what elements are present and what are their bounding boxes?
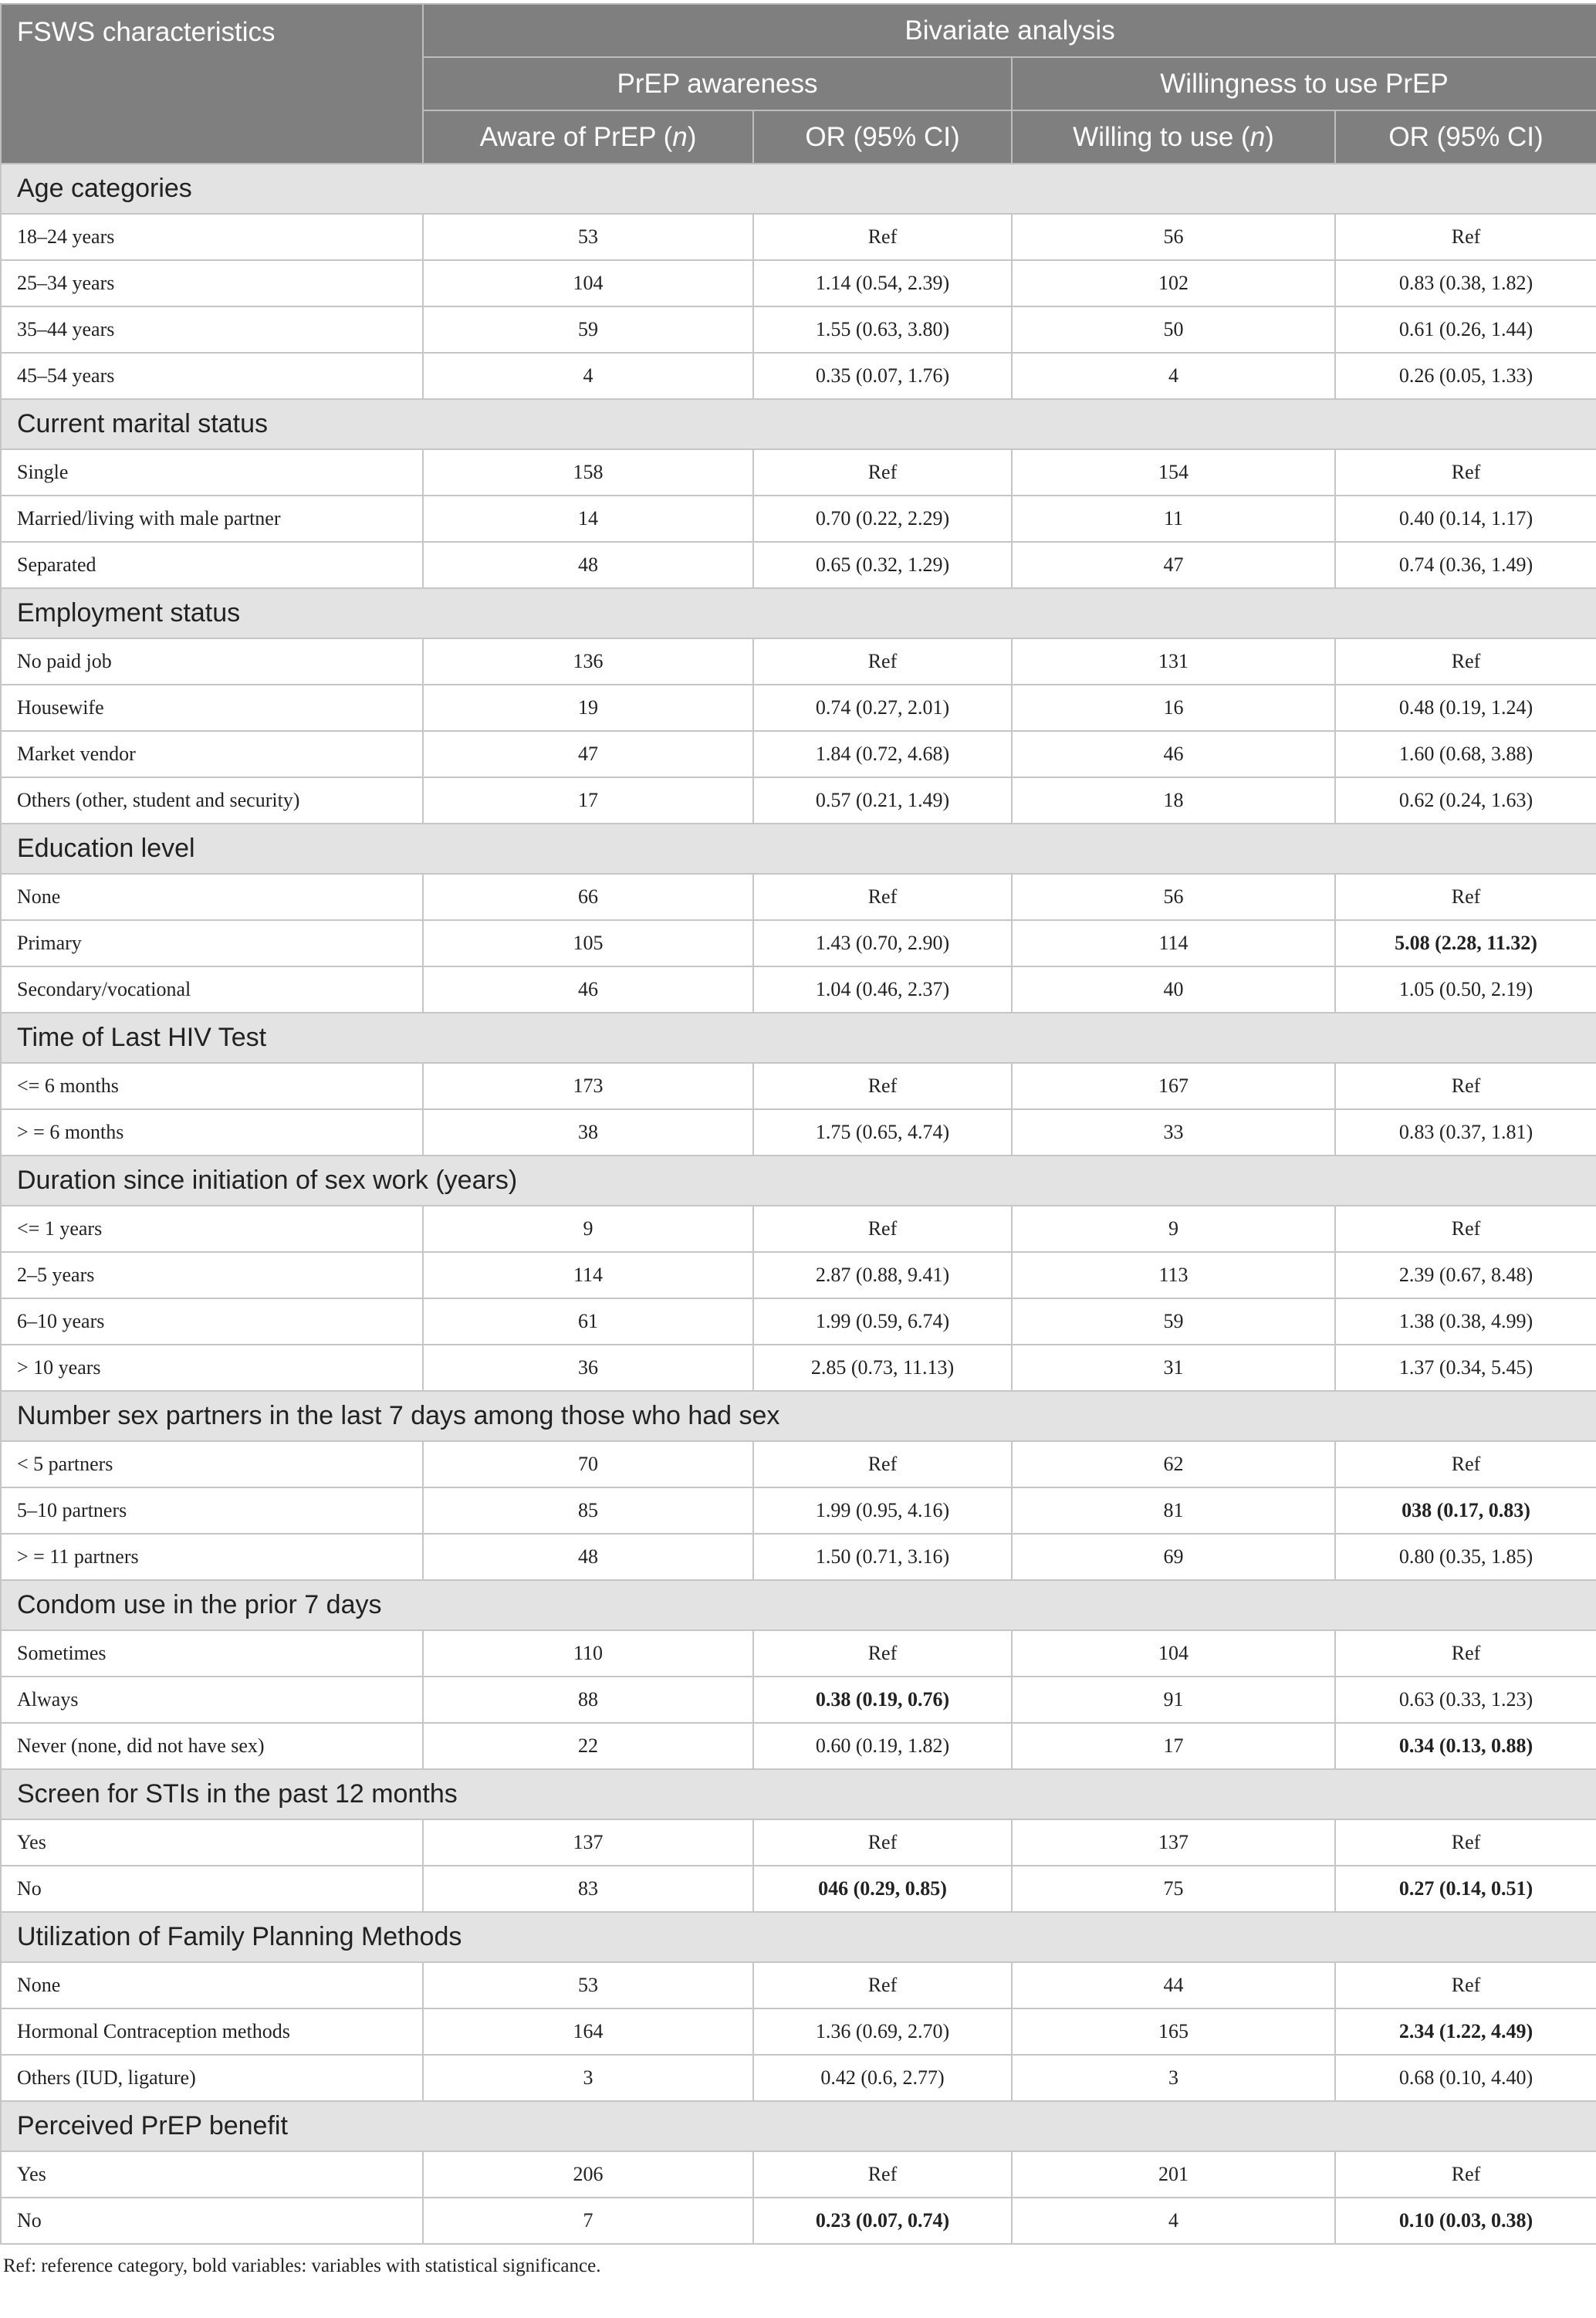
section-header-row [1,1769,1596,1819]
table-row [1,920,1596,966]
table-row [1,2008,1596,2055]
table-row [1,2198,1596,2244]
willing-count: 104 [1012,1630,1335,1677]
section-title: Condom use in the prior 7 days [1,1580,1596,1630]
or-awareness: 0.74 (0.27, 2.01) [753,685,1012,731]
or-willingness: 038 (0.17, 0.83) [1335,1487,1596,1534]
aware-count: 48 [423,542,753,588]
header-prep-awareness: PrEP awareness [423,57,1012,110]
willing-count: 114 [1012,920,1335,966]
or-willingness: Ref [1335,1063,1596,1109]
row-label: Primary [1,920,423,966]
table-row [1,353,1596,399]
willing-count: 56 [1012,214,1335,260]
section-title: Employment status [1,588,1596,638]
willing-count: 131 [1012,638,1335,685]
aware-count: 66 [423,874,753,920]
aware-count: 9 [423,1206,753,1252]
willing-count: 165 [1012,2008,1335,2055]
aware-count: 19 [423,685,753,731]
section-header-row [1,1912,1596,1962]
willing-count: 75 [1012,1866,1335,1912]
or-willingness: 0.10 (0.03, 0.38) [1335,2198,1596,2244]
section-header-row [1,164,1596,214]
or-willingness: Ref [1335,1819,1596,1866]
section-title: Duration since initiation of sex work (years) [1,1156,1596,1206]
section-header-row [1,824,1596,874]
row-label: <= 1 years [1,1206,423,1252]
table-row [1,214,1596,260]
or-awareness: 0.57 (0.21, 1.49) [753,777,1012,824]
willing-count: 4 [1012,2198,1335,2244]
willing-count: 59 [1012,1298,1335,1345]
or-awareness: 1.43 (0.70, 2.90) [753,920,1012,966]
aware-count: 83 [423,1866,753,1912]
willing-count: 137 [1012,1819,1335,1866]
aware-count: 38 [423,1109,753,1156]
row-label: 45–54 years [1,353,423,399]
or-willingness: 5.08 (2.28, 11.32) [1335,920,1596,966]
table-row [1,638,1596,685]
or-awareness: Ref [753,874,1012,920]
willing-count: 69 [1012,1534,1335,1580]
table-row [1,1723,1596,1769]
aware-count: 36 [423,1345,753,1391]
or-awareness: 1.99 (0.95, 4.16) [753,1487,1012,1534]
aware-count: 4 [423,353,753,399]
willing-count: 81 [1012,1487,1335,1534]
willing-count: 33 [1012,1109,1335,1156]
or-awareness: Ref [753,1819,1012,1866]
or-awareness: Ref [753,449,1012,496]
header-or-awareness: OR (95% CI) [753,110,1012,164]
row-label: <= 6 months [1,1063,423,1109]
willing-count: 50 [1012,306,1335,353]
willing-count: 9 [1012,1206,1335,1252]
or-willingness: Ref [1335,1441,1596,1487]
aware-count: 137 [423,1819,753,1866]
or-willingness: 0.83 (0.38, 1.82) [1335,260,1596,306]
or-willingness: 2.34 (1.22, 4.49) [1335,2008,1596,2055]
row-label: Sometimes [1,1630,423,1677]
or-awareness: 1.36 (0.69, 2.70) [753,2008,1012,2055]
table-row [1,731,1596,777]
table-row [1,1630,1596,1677]
aware-count: 104 [423,260,753,306]
bivariate-table [0,3,1596,2245]
table-container [0,3,1596,2277]
willing-count: 11 [1012,496,1335,542]
or-awareness: 2.87 (0.88, 9.41) [753,1252,1012,1298]
row-label: No [1,2198,423,2244]
or-willingness: Ref [1335,214,1596,260]
row-label: Separated [1,542,423,588]
section-header-row [1,588,1596,638]
row-label: Others (IUD, ligature) [1,2055,423,2101]
or-willingness: 2.39 (0.67, 8.48) [1335,1252,1596,1298]
or-awareness: 0.42 (0.6, 2.77) [753,2055,1012,2101]
willing-count: 201 [1012,2151,1335,2198]
or-willingness: 0.83 (0.37, 1.81) [1335,1109,1596,1156]
aware-count: 70 [423,1441,753,1487]
or-awareness: 1.50 (0.71, 3.16) [753,1534,1012,1580]
or-willingness: 0.80 (0.35, 1.85) [1335,1534,1596,1580]
header-willing-n: Willing to use (n) [1012,110,1335,164]
or-awareness: Ref [753,214,1012,260]
row-label: None [1,874,423,920]
row-label: Single [1,449,423,496]
willing-count: 31 [1012,1345,1335,1391]
or-willingness: 0.26 (0.05, 1.33) [1335,353,1596,399]
or-willingness: 0.34 (0.13, 0.88) [1335,1723,1596,1769]
table-row [1,449,1596,496]
or-willingness: 0.63 (0.33, 1.23) [1335,1677,1596,1723]
or-willingness: 1.37 (0.34, 5.45) [1335,1345,1596,1391]
willing-count: 113 [1012,1252,1335,1298]
table-row [1,1206,1596,1252]
or-awareness: 0.35 (0.07, 1.76) [753,353,1012,399]
aware-count: 114 [423,1252,753,1298]
or-willingness: 0.68 (0.10, 4.40) [1335,2055,1596,2101]
or-awareness: Ref [753,1441,1012,1487]
aware-count: 53 [423,214,753,260]
table-row [1,1345,1596,1391]
aware-count: 164 [423,2008,753,2055]
aware-count: 22 [423,1723,753,1769]
header-willingness: Willingness to use PrEP [1012,57,1596,110]
row-label: Housewife [1,685,423,731]
table-row [1,306,1596,353]
aware-count: 17 [423,777,753,824]
row-label: None [1,1962,423,2008]
aware-count: 206 [423,2151,753,2198]
row-label: 18–24 years [1,214,423,260]
table-row [1,496,1596,542]
willing-count: 17 [1012,1723,1335,1769]
aware-count: 61 [423,1298,753,1345]
section-title: Utilization of Family Planning Methods [1,1912,1596,1962]
row-label: Hormonal Contraception methods [1,2008,423,2055]
row-label: Never (none, did not have sex) [1,1723,423,1769]
aware-count: 46 [423,966,753,1013]
row-label: No [1,1866,423,1912]
section-title: Number sex partners in the last 7 days among those who had sex [1,1391,1596,1441]
row-label: No paid job [1,638,423,685]
or-awareness: 1.55 (0.63, 3.80) [753,306,1012,353]
row-label: 5–10 partners [1,1487,423,1534]
or-awareness: Ref [753,1206,1012,1252]
section-title: Education level [1,824,1596,874]
aware-count: 136 [423,638,753,685]
or-awareness: Ref [753,638,1012,685]
or-willingness: 0.48 (0.19, 1.24) [1335,685,1596,731]
aware-count: 173 [423,1063,753,1109]
table-row [1,685,1596,731]
row-label: 25–34 years [1,260,423,306]
aware-count: 7 [423,2198,753,2244]
row-label: 6–10 years [1,1298,423,1345]
table-row [1,1962,1596,2008]
row-label: Always [1,1677,423,1723]
or-willingness: 0.61 (0.26, 1.44) [1335,306,1596,353]
willing-count: 91 [1012,1677,1335,1723]
or-awareness: Ref [753,1630,1012,1677]
or-awareness: 1.84 (0.72, 4.68) [753,731,1012,777]
table-row [1,1487,1596,1534]
row-label: > = 6 months [1,1109,423,1156]
or-awareness: 0.23 (0.07, 0.74) [753,2198,1012,2244]
or-willingness: Ref [1335,874,1596,920]
section-title: Time of Last HIV Test [1,1013,1596,1063]
table-row [1,1063,1596,1109]
table-row [1,777,1596,824]
aware-count: 59 [423,306,753,353]
table-row [1,1441,1596,1487]
header-fsws-characteristics: FSWS characteristics [1,4,423,164]
section-header-row [1,2101,1596,2151]
table-row [1,1677,1596,1723]
willing-count: 44 [1012,1962,1335,2008]
header-aware-n: Aware of PrEP (n) [423,110,753,164]
or-awareness: Ref [753,1063,1012,1109]
willing-count: 62 [1012,1441,1335,1487]
or-willingness: Ref [1335,1206,1596,1252]
or-willingness: 0.74 (0.36, 1.49) [1335,542,1596,588]
row-label: 35–44 years [1,306,423,353]
willing-count: 154 [1012,449,1335,496]
row-label: Yes [1,1819,423,1866]
or-awareness: 0.60 (0.19, 1.82) [753,1723,1012,1769]
table-row [1,542,1596,588]
willing-count: 102 [1012,260,1335,306]
aware-count: 47 [423,731,753,777]
table-row [1,1534,1596,1580]
table-row [1,874,1596,920]
table-row [1,260,1596,306]
aware-count: 158 [423,449,753,496]
section-header-row [1,1391,1596,1441]
table-row [1,1252,1596,1298]
or-awareness: 0.38 (0.19, 0.76) [753,1677,1012,1723]
aware-count: 88 [423,1677,753,1723]
table-header [1,4,1596,164]
or-willingness: 1.60 (0.68, 3.88) [1335,731,1596,777]
table-row [1,1298,1596,1345]
or-willingness: 1.38 (0.38, 4.99) [1335,1298,1596,1345]
section-title: Current marital status [1,399,1596,449]
willing-count: 4 [1012,353,1335,399]
section-header-row [1,1013,1596,1063]
table-row [1,1866,1596,1912]
willing-count: 47 [1012,542,1335,588]
or-awareness: 2.85 (0.73, 11.13) [753,1345,1012,1391]
aware-count: 14 [423,496,753,542]
aware-count: 105 [423,920,753,966]
table-row [1,1109,1596,1156]
table-body [1,164,1596,2244]
or-awareness: Ref [753,2151,1012,2198]
row-label: 2–5 years [1,1252,423,1298]
or-willingness: 0.27 (0.14, 0.51) [1335,1866,1596,1912]
aware-count: 110 [423,1630,753,1677]
or-willingness: Ref [1335,2151,1596,2198]
or-awareness: 1.14 (0.54, 2.39) [753,260,1012,306]
or-willingness: Ref [1335,1630,1596,1677]
willing-count: 167 [1012,1063,1335,1109]
row-label: Others (other, student and security) [1,777,423,824]
table-row [1,2055,1596,2101]
aware-count: 48 [423,1534,753,1580]
or-awareness: 1.75 (0.65, 4.74) [753,1109,1012,1156]
aware-count: 3 [423,2055,753,2101]
or-awareness: 0.65 (0.32, 1.29) [753,542,1012,588]
row-label: Married/living with male partner [1,496,423,542]
row-label: Market vendor [1,731,423,777]
row-label: Yes [1,2151,423,2198]
or-awareness: Ref [753,1962,1012,2008]
header-bivariate-analysis: Bivariate analysis [423,4,1596,57]
or-willingness: Ref [1335,1962,1596,2008]
section-header-row [1,1580,1596,1630]
table-row [1,2151,1596,2198]
aware-count: 85 [423,1487,753,1534]
section-title: Perceived PrEP benefit [1,2101,1596,2151]
section-header-row [1,1156,1596,1206]
aware-count: 53 [423,1962,753,2008]
or-awareness: 0.70 (0.22, 2.29) [753,496,1012,542]
or-awareness: 1.04 (0.46, 2.37) [753,966,1012,1013]
or-willingness: Ref [1335,638,1596,685]
section-title: Screen for STIs in the past 12 months [1,1769,1596,1819]
row-label: < 5 partners [1,1441,423,1487]
or-willingness: Ref [1335,449,1596,496]
willing-count: 18 [1012,777,1335,824]
table-footnote: Ref: reference category, bold variables: variables with statistical significance. [3,2255,601,2276]
section-title: Age categories [1,164,1596,214]
table-row [1,1819,1596,1866]
or-willingness: 1.05 (0.50, 2.19) [1335,966,1596,1013]
willing-count: 40 [1012,966,1335,1013]
row-label: > 10 years [1,1345,423,1391]
willing-count: 16 [1012,685,1335,731]
willing-count: 56 [1012,874,1335,920]
or-willingness: 0.62 (0.24, 1.63) [1335,777,1596,824]
row-label: Secondary/vocational [1,966,423,1013]
willing-count: 46 [1012,731,1335,777]
table-row [1,966,1596,1013]
willing-count: 3 [1012,2055,1335,2101]
or-awareness: 046 (0.29, 0.85) [753,1866,1012,1912]
row-label: > = 11 partners [1,1534,423,1580]
section-header-row [1,399,1596,449]
header-or-willingness: OR (95% CI) [1335,110,1596,164]
or-awareness: 1.99 (0.59, 6.74) [753,1298,1012,1345]
or-willingness: 0.40 (0.14, 1.17) [1335,496,1596,542]
